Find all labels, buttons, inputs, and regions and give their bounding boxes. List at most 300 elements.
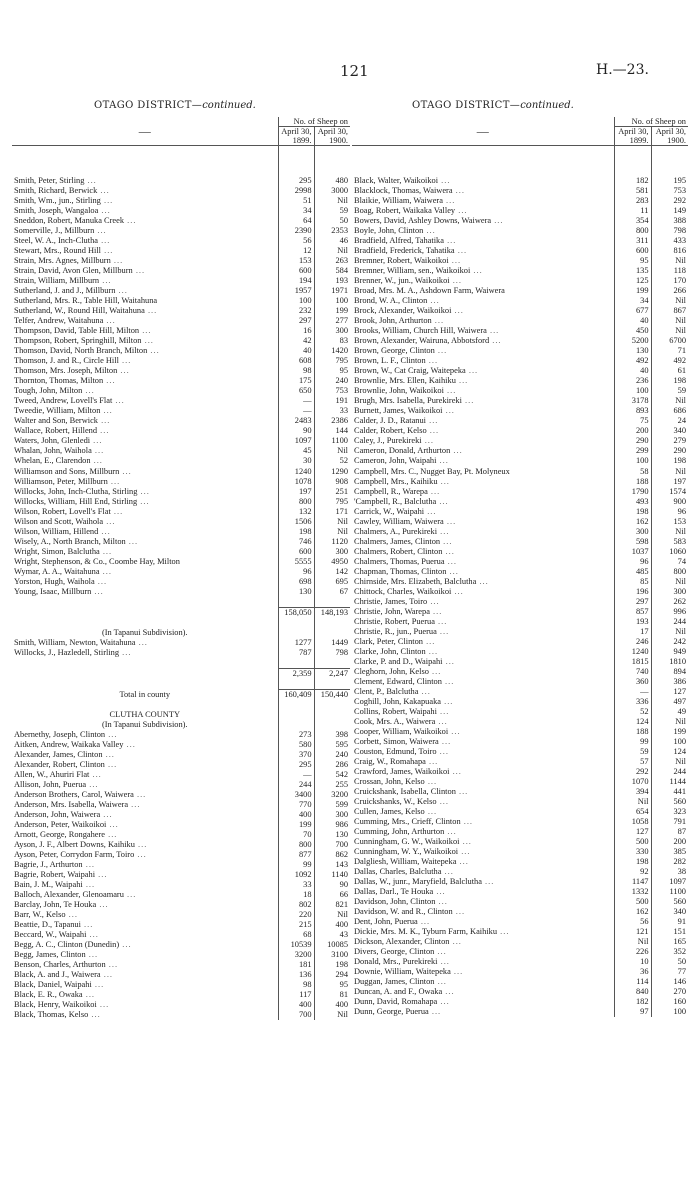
owner-name-cell: [352, 997, 614, 1007]
sheep-1899: 299: [614, 446, 651, 456]
right-heading-italic: continued.: [520, 100, 574, 111]
sheep-1900: 143: [314, 860, 350, 870]
sheep-1899: 226: [614, 947, 651, 957]
owner-row: [12, 910, 350, 920]
owner-name: Cunningham, W. Y., Waikoikoi: [354, 847, 459, 857]
sheep-1900: 1810: [651, 657, 688, 667]
owner-row: [352, 607, 688, 617]
total-1900: [314, 710, 350, 720]
owner-name: Abernethy, Joseph, Clinton: [14, 729, 106, 739]
owner-name-cell: [352, 467, 614, 477]
owner-name-cell: [352, 406, 614, 416]
owner-name-cell: [12, 577, 278, 587]
sheep-1899: 181: [278, 960, 314, 970]
leader-dots: ...: [119, 647, 132, 657]
owner-name: Cawley, William, Waiwera: [354, 516, 444, 526]
owner-name-cell: [12, 990, 278, 1000]
owner-name: Black, E. R., Owaka: [14, 990, 83, 1000]
owner-name: Corbett, Simon, Waiwera: [354, 736, 439, 746]
owner-name-cell: [352, 817, 614, 827]
owner-row: [352, 567, 688, 577]
sheep-1899: 1240: [614, 647, 651, 657]
owner-name: 'Campbell, R., Balclutha: [354, 496, 437, 506]
sheep-1899: 45: [278, 446, 314, 456]
spacer-row: [12, 658, 350, 669]
sheep-1899: 100: [614, 386, 651, 396]
leader-dots: ...: [139, 326, 152, 336]
sheep-1900: 1100: [651, 887, 688, 897]
sheep-1900: Nil: [651, 757, 688, 767]
owner-row: [352, 647, 688, 657]
leader-dots: ...: [436, 797, 449, 807]
sheep-1899: 10539: [278, 940, 314, 950]
owner-name: Brond, W. A., Clinton: [354, 296, 428, 306]
owner-name-cell: [352, 587, 614, 597]
section-heading: Total in county: [119, 689, 171, 699]
sheep-1899: 99: [614, 737, 651, 747]
owner-name: Begg, James, Clinton: [14, 950, 86, 960]
sheep-1900: 240: [314, 376, 350, 386]
owner-name: Benson, Charles, Arthurton: [14, 960, 106, 970]
spacer-cell: [314, 146, 350, 157]
page-number: 121: [340, 62, 369, 80]
sheep-1899: —: [278, 406, 314, 416]
sheep-1900: 400: [314, 1000, 350, 1010]
owner-name-cell: [12, 216, 278, 226]
sheep-1899: 56: [614, 917, 651, 927]
owner-row: [352, 967, 688, 977]
owner-name: Christie, John, Warepa: [354, 606, 430, 616]
leader-dots: ...: [434, 616, 448, 626]
owner-name: Wilson, Robert, Lovell's Flat: [14, 506, 111, 516]
leader-dots: ...: [435, 716, 448, 726]
owner-row: [12, 850, 350, 860]
owner-name: Clent, P., Balclutha: [354, 686, 419, 696]
sheep-1900: 277: [314, 316, 350, 326]
section-heading: CLUTHA COUNTY: [109, 709, 180, 719]
sheep-1899: 95: [614, 256, 651, 266]
owner-name: Clark, Peter, Clinton: [354, 636, 423, 646]
owner-name: Cooper, William, Waikoikoi: [354, 726, 449, 736]
owner-row: [12, 386, 350, 396]
owner-name: Cunningham, G. W., Waikoikoi: [354, 837, 460, 847]
spacer-cell: [12, 156, 278, 166]
sheep-1900: 118: [651, 266, 688, 276]
owner-name-cell: [352, 917, 614, 927]
owner-name: Steel, W. A., Inch-Clutha: [14, 236, 98, 246]
owner-row: [12, 577, 350, 587]
sheep-1899: 297: [614, 597, 651, 607]
owner-name-cell: [352, 947, 614, 957]
leader-dots: ...: [424, 776, 438, 786]
owner-name: Cook, Mrs. A., Waiwera: [354, 716, 436, 726]
sheep-1900: 127: [651, 687, 688, 697]
owner-name-cell: [12, 487, 278, 497]
sheep-1899: 232: [278, 306, 314, 316]
owner-name-cell: [352, 456, 614, 466]
sheep-1900: 1290: [314, 467, 350, 477]
sheep-1900: 300: [651, 587, 688, 597]
owner-name-cell: [12, 790, 278, 800]
owner-name-cell: [352, 747, 614, 757]
owner-name: Brook, John, Arthurton: [354, 316, 432, 326]
owner-row: [12, 467, 350, 477]
owner-name-cell: [352, 877, 614, 887]
owner-row: [352, 306, 688, 316]
subtotal-1899: 158,050: [278, 607, 314, 618]
sheep-1899: 162: [614, 907, 651, 917]
sheep-1899: 600: [278, 547, 314, 557]
owner-row: [352, 787, 688, 797]
sheep-1900: 100: [651, 1007, 688, 1017]
owner-row: [352, 777, 688, 787]
sheep-1899: 802: [278, 900, 314, 910]
leader-dots: ...: [123, 739, 136, 749]
owner-name: Stewart, Mrs., Round Hill: [14, 246, 102, 256]
sheep-1900: Nil: [651, 256, 688, 266]
owner-name: Cleghorn, John, Kelso: [354, 666, 429, 676]
sheep-1899: 40: [278, 346, 314, 356]
sheep-1899: 198: [614, 507, 651, 517]
owner-name-cell: [352, 667, 614, 677]
right-col-group-header: No. of Sheep on: [614, 117, 688, 127]
owner-name-cell: [352, 777, 614, 787]
owner-row: [352, 837, 688, 847]
sheep-1899: 51: [278, 196, 314, 206]
leader-dots: ...: [460, 817, 474, 827]
leader-dots: ...: [435, 897, 448, 907]
owner-row: [352, 937, 688, 947]
sheep-1899: 59: [614, 747, 651, 757]
owner-name-cell: [352, 296, 614, 306]
owner-name: Brugh, Mrs. Isabella, Purekireki: [354, 396, 462, 406]
spacer-row: [12, 700, 350, 710]
sheep-1899: 1277: [278, 638, 314, 648]
spacer-cell: [352, 146, 614, 157]
sheep-1899: 1506: [278, 517, 314, 527]
owner-name: Broad, Mrs. M. A., Ashdown Farm, Waiwera: [354, 286, 505, 296]
leader-dots: ...: [100, 406, 113, 416]
sheep-1900: 595: [314, 740, 350, 750]
leader-dots: ...: [106, 820, 119, 830]
owner-name-cell: [12, 497, 278, 507]
owner-name: Ayson, J. F., Albert Downs, Kaihiku: [14, 840, 135, 850]
sheep-1900: 340: [651, 426, 688, 436]
sheep-1900: 290: [651, 446, 688, 456]
spacer-row: [12, 597, 350, 608]
owner-name-cell: [352, 216, 614, 226]
owner-name: Brownlie, Mrs. Ellen, Kaihiku: [354, 376, 456, 386]
owner-name: Smith, William, Newton, Waitahuna: [14, 637, 136, 647]
owner-name: Downie, William, Waitepeka: [354, 967, 451, 977]
sheep-1899: Nil: [614, 797, 651, 807]
owner-name-cell: [12, 557, 278, 567]
sheep-1899: 246: [614, 637, 651, 647]
owner-name: Somerville, J., Millburn: [14, 226, 95, 236]
sheep-1900: 124: [651, 747, 688, 757]
sheep-1900: 59: [314, 206, 350, 216]
owner-name-cell: [12, 830, 278, 840]
sheep-1899: 197: [278, 487, 314, 497]
sheep-1899: 354: [614, 216, 651, 226]
owner-row: [352, 877, 688, 887]
left-name-header: —: [12, 117, 278, 146]
leader-dots: ...: [104, 759, 118, 769]
sheep-1899: 330: [614, 847, 651, 857]
leader-dots: ...: [144, 306, 158, 316]
owner-name: Telfer, Andrew, Waitahuna: [14, 316, 104, 326]
owner-name-cell: [12, 537, 278, 547]
owner-name: Calder, J. D., Ratanui: [354, 416, 427, 426]
owner-name: Wisely, A., North Branch, Milton: [14, 536, 126, 546]
sheep-1900: 323: [651, 807, 688, 817]
spacer-cell: [314, 597, 350, 608]
leader-dots: ...: [421, 436, 434, 446]
sheep-1900: 96: [651, 507, 688, 517]
owner-name: Smith, Richard, Berwick: [14, 186, 98, 196]
owner-row: [12, 527, 350, 537]
right-name-header: —: [352, 117, 614, 146]
owner-name: Wallace, Robert, Hillend: [14, 426, 98, 436]
total-1900: [314, 720, 350, 730]
owner-row: [352, 767, 688, 777]
owner-name-cell: [12, 226, 278, 236]
owner-name-cell: [12, 456, 278, 466]
owner-row: [352, 997, 688, 1007]
sheep-1900: 1449: [314, 638, 350, 648]
owner-name: Dallas, Darl., Te Houka: [354, 887, 434, 897]
sheep-1900: 400: [314, 920, 350, 930]
owner-name-cell: [352, 577, 614, 587]
sheep-1899: 2483: [278, 416, 314, 426]
leader-dots: ...: [455, 206, 468, 216]
owner-row: [12, 487, 350, 497]
leader-dots: ...: [426, 416, 439, 426]
spacer-cell: [314, 679, 350, 690]
owner-row: [352, 517, 688, 527]
owner-row: [12, 436, 350, 446]
owner-row: [12, 567, 350, 577]
sheep-1900: 599: [314, 800, 350, 810]
leader-dots: ...: [446, 566, 459, 576]
leader-dots: ...: [442, 196, 456, 206]
sheep-1900: 52: [314, 456, 350, 466]
owner-name-cell: [12, 527, 278, 537]
leader-dots: ...: [452, 186, 465, 196]
sheep-1899: 58: [614, 467, 651, 477]
sheep-1899: 877: [278, 850, 314, 860]
leader-dots: ...: [95, 870, 108, 880]
sheep-1900: 200: [651, 837, 688, 847]
sheep-1899: 96: [614, 557, 651, 567]
spacer-cell: [614, 146, 651, 157]
owner-name: Dalgliesh, William, Waitepeka: [354, 857, 457, 867]
owner-name: Chittock, Charles, Waikoikoi: [354, 586, 452, 596]
sheep-1899: Nil: [614, 937, 651, 947]
owner-name-cell: [12, 780, 278, 790]
owner-name: Duncan, A. and F., Owaka: [354, 987, 443, 997]
section-heading-row: [12, 720, 350, 730]
sheep-1899: 182: [614, 997, 651, 1007]
owner-row: [12, 950, 350, 960]
sheep-1899: 360: [614, 677, 651, 687]
leader-dots: ...: [455, 376, 469, 386]
section-heading-row: [12, 628, 350, 638]
spacer-cell: [278, 658, 314, 669]
leader-dots: ...: [132, 266, 146, 276]
owner-name-cell: [352, 316, 614, 326]
owner-name: Brooks, William, Church Hill, Waiwera: [354, 326, 487, 336]
owner-name-cell: [352, 507, 614, 517]
owner-row: [352, 627, 688, 637]
sheep-1899: 1037: [614, 547, 651, 557]
sheep-1900: 798: [314, 648, 350, 658]
owner-name-cell: [352, 426, 614, 436]
owner-name: Wymar, A. A., Waitahuna: [14, 566, 100, 576]
total-1900: [314, 628, 350, 638]
owner-name: Boag, Robert, Waikaka Valley: [354, 206, 456, 216]
sheep-1899: 236: [614, 376, 651, 386]
owner-name-cell: [12, 840, 278, 850]
total-1899: [278, 628, 314, 638]
leader-dots: ...: [428, 666, 442, 676]
owner-name-cell: [12, 950, 278, 960]
owner-name: Cruickshank, Isabella, Clinton: [354, 787, 456, 796]
leader-dots: ...: [117, 366, 130, 376]
leader-dots: ...: [461, 396, 475, 406]
sheep-1900: Nil: [314, 196, 350, 206]
sheep-1899: 493: [614, 497, 651, 507]
sheep-1899: 1147: [614, 877, 651, 887]
owner-row: [352, 617, 688, 627]
sheep-1900: 198: [651, 376, 688, 386]
owner-row: [352, 176, 688, 186]
owner-name: Balloch, Alexander, Glenoamaru: [14, 890, 124, 900]
leader-dots: ...: [424, 506, 437, 516]
leader-dots: ...: [91, 586, 104, 596]
owner-row: [12, 780, 350, 790]
spacer-cell: [278, 597, 314, 608]
owner-row: [352, 527, 688, 537]
spacer-cell: [614, 166, 651, 176]
owner-name: Bagrie, Robert, Waipahi: [14, 870, 96, 880]
sheep-1899: 52: [614, 707, 651, 717]
sheep-1900: 262: [651, 597, 688, 607]
leader-dots: ...: [91, 446, 105, 456]
sheep-1900: Nil: [314, 1010, 350, 1020]
owner-name: Williamson and Sons, Millburn: [14, 466, 120, 476]
leader-dots: ...: [423, 226, 436, 236]
owner-name-cell: [352, 867, 614, 877]
owner-name-cell: [12, 910, 278, 920]
sheep-1900: 695: [314, 577, 350, 587]
owner-row: [12, 537, 350, 547]
sheep-1900: 38: [651, 867, 688, 877]
owner-row: [12, 638, 350, 648]
leader-dots: ...: [128, 800, 141, 810]
spacer-row: [12, 679, 350, 690]
sheep-1900: 1097: [651, 877, 688, 887]
owner-name-cell: [352, 256, 614, 266]
owner-row: [12, 990, 350, 1000]
leader-dots: ...: [497, 927, 510, 937]
sheep-1900: 149: [651, 206, 688, 216]
owner-name: Coghill, John, Kakapuaka: [354, 696, 441, 706]
spacer-row: [352, 146, 688, 157]
sheep-1900: 144: [314, 426, 350, 436]
owner-name-cell: [12, 196, 278, 206]
sheep-1900: 800: [651, 567, 688, 577]
owner-name-cell: [12, 276, 278, 286]
leader-dots: ...: [441, 867, 454, 877]
owner-name: Campbell, R., Warepa: [354, 486, 428, 496]
owner-name: Begg, A. C., Clinton (Dunedin): [14, 940, 120, 950]
owner-name: Cameron, Donald, Arthurton: [354, 446, 451, 456]
owner-name-cell: [352, 176, 614, 186]
owner-name: Davidson, John, Clinton: [354, 897, 436, 907]
sheep-1899: 650: [278, 386, 314, 396]
owner-row: [352, 467, 688, 477]
sheep-1899: 677: [614, 306, 651, 316]
owner-row: [352, 857, 688, 867]
owner-row: [12, 800, 350, 810]
leader-dots: ...: [85, 950, 99, 960]
owner-name-cell: [12, 740, 278, 750]
owner-row: [352, 717, 688, 727]
owner-row: [352, 757, 688, 767]
owner-name: Christie, James, Toiro: [354, 596, 428, 606]
owner-name: Clarke, John, Clinton: [354, 646, 426, 656]
owner-row: [12, 446, 350, 456]
owner-name: Wright, Stephenson, & Co., Coombe Hay, Milton: [14, 556, 180, 566]
owner-row: [352, 216, 688, 226]
owner-row: [352, 947, 688, 957]
owner-name-cell: [12, 426, 278, 436]
leader-dots: ...: [431, 316, 445, 326]
sheep-1900: 1140: [314, 870, 350, 880]
sheep-1899: 64: [278, 216, 314, 226]
owner-row: [12, 740, 350, 750]
owner-name: Campbell, Mrs. C., Nugget Bay, Pt. Molyneux: [354, 466, 510, 476]
total-1900: 150,440: [314, 689, 350, 700]
owner-row: [12, 256, 350, 266]
leader-dots: ...: [97, 236, 111, 246]
spacer-cell: [278, 679, 314, 690]
owner-name: Sutherland, W., Round Hill, Waitahuna: [14, 306, 145, 316]
owner-row: [352, 266, 688, 276]
owner-name-cell: [352, 236, 614, 246]
owner-name-cell: [12, 477, 278, 487]
owner-row: [352, 376, 688, 386]
sheep-1899: 492: [614, 356, 651, 366]
sheep-1899: 193: [614, 617, 651, 627]
leader-dots: ...: [96, 900, 109, 910]
sheep-1900: 862: [314, 850, 350, 860]
sheep-1899: 33: [278, 880, 314, 890]
leader-dots: ...: [98, 206, 111, 216]
leader-dots: ...: [105, 960, 119, 970]
sheep-1899: 295: [278, 760, 314, 770]
owner-row: [12, 246, 350, 256]
sheep-1899: 600: [614, 246, 651, 256]
owner-row: [12, 186, 350, 196]
total-1899: 160,409: [278, 689, 314, 700]
owner-name: Craig, W., Romahapa: [354, 756, 426, 766]
sheep-1899: 500: [614, 837, 651, 847]
owner-name-cell: [352, 627, 614, 637]
spacer-cell: [12, 597, 278, 608]
sheep-1899: 297: [278, 316, 314, 326]
